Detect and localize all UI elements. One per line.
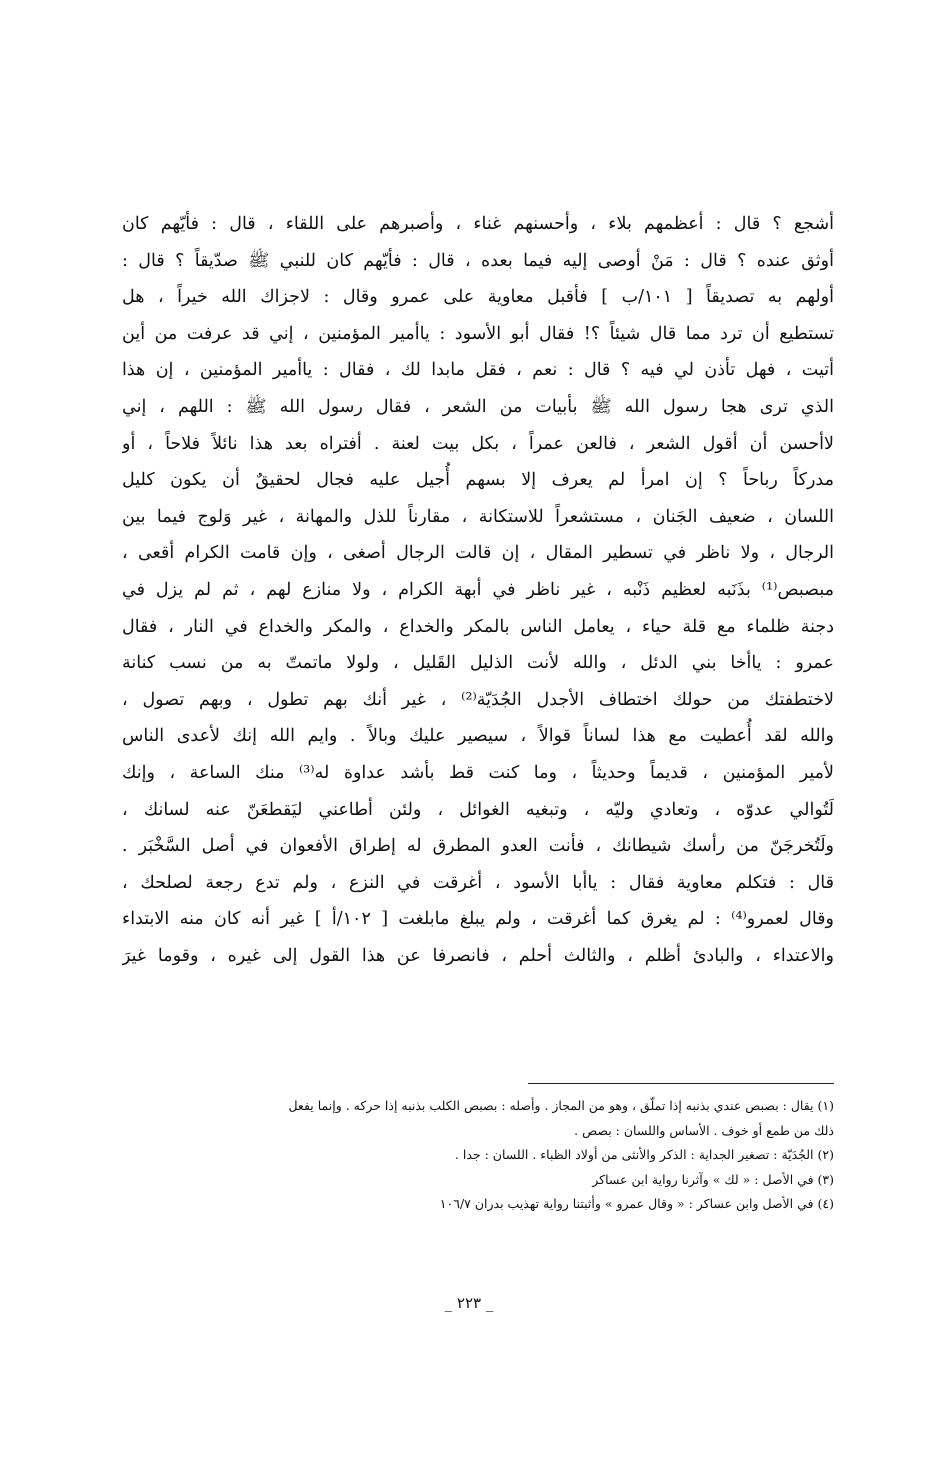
footnote-3: (٣) في الأصل : « لك » وآثرنا رواية ابن عساكر	[592, 1171, 834, 1187]
text-line: مبصبص⁽¹⁾ بذَنَبه لعظيم ذَنْبه ، غير ناظر في أبهة الكرام ، ولا منازع لهم ، ثم لم يزل في	[122, 579, 834, 600]
footnotes-block	[122, 1094, 834, 1217]
text-line: اللسان ، ضعيف الجَنان ، مستشعراً للاستكانة ، مقارناً للذل والمهانة ، غير وَلوج فيما بين	[122, 506, 834, 527]
text-line: عمرو : ياأخا بني الدئل ، والله لأنت الذليل القَليل ، ولولا ماتمتّ به من نسب كنانة	[122, 653, 834, 674]
footnote-continuation: ذلك من طمع أو خوف . الأساس واللسان : بصص .	[574, 1122, 834, 1138]
text-line: الرجال ، ولا ناظر في تسطير المقال ، إن قالت الرجال أصغى ، وإن قامت الكرام أقعى ،	[122, 543, 834, 564]
footnote-text: (١) يقال : بصبص عندي بذنبه إذا تملّق ، وهو من المجاز . وأصله : بصبص الكلب بذنبه إذا حركه . وإنما يفعل	[288, 1098, 834, 1113]
text-line: دجنة ظلماء مع قلة حياء ، يعامل الناس بالمكر والخداع ، والمكر والخداع في النار ، فقال	[122, 616, 834, 637]
text-line: لَتُوالي عدوّه ، وتعادي وليّه ، وتبغيه الغوائل ، ولئن أطاعني ليَقطعَنّ عنه لسانك ،	[122, 799, 834, 820]
text-line: مدركاً رباحاً ؟ إن امرأ لم يعرف إلا بسهم أُجيل عليه فجال لحقيقٌ أن يكون كليل	[122, 470, 834, 491]
text-line: وقال لعمرو⁽⁴⁾ : لم يغرق كما أغرقت ، ولم يبلغ مابلغت [ ١٠٢/أ ] غير أنه كان منه الابتداء	[122, 909, 834, 930]
main-text-block	[122, 206, 834, 974]
footnote-1	[122, 1094, 834, 1143]
text-line: ولَتُخرجَنّ من رأسك شيطانك ، فأنت العدو المطرق له إطراق الأفعوان في أصل السَّخْبَر .	[122, 836, 834, 857]
page-number: _ ٢٢٣ _	[444, 1294, 494, 1312]
text-line: تستطيع أن ترد مما قال شيئاً ؟! فقال أبو الأسود : ياأمير المؤمنين ، إني قد عرفت من أين	[122, 323, 834, 344]
text-line: قال : فتكلم معاوية فقال : ياأبا الأسود ، أغرقت في النزع ، ولم تدع رجعة لصلحك ،	[122, 872, 834, 893]
text-line: والله لقد أُعطيت مع هذا لساناً قوالاً ، سيصير عليك وبالاً . وايم الله إنك لأعدى الناس	[122, 726, 834, 747]
footnote-4: (٤) في الأصل وابن عساكر : « وقال عمرو » وأثبتنا رواية تهذيب بدران ١٠٦/٧	[439, 1196, 834, 1211]
text-line: لاأحسن أن أقول الشعر ، فالعن عمراً ، بكل بيت لعنة . أفتراه بعد هذا نائلاً فلاحاً ، أو	[122, 433, 834, 454]
footnote-divider	[528, 1083, 834, 1084]
footnote-2: (٢) الجُدَيّة : تصغير الجداية : الذكر والأنثى من أولاد الظباء . اللسان : جدا .	[454, 1147, 834, 1162]
text-line: الذي ترى هجا رسول الله ﷺ بأبيات من الشعر ، فقال رسول الله ﷺ : اللهم ، إني	[122, 396, 834, 417]
text-line: أوثق عنده ؟ قال : مَنْ أوصى إليه فيما بعده ، قال : فأيّهم كان للنبي ﷺ صدّيقاً ؟ قال :	[122, 250, 834, 271]
text-line: أتيت ، فهل تأذن لي فيه ؟ قال : نعم ، فقل مابدا لك ، فقال : ياأمير المؤمنين ، إن هذا	[122, 360, 834, 381]
text-line: والاعتداء ، والبادئ أظلم ، والثالث أحلم ، فانصرفا عن هذا القول إلى غيره ، وقوما غيرَ	[122, 945, 834, 966]
text-line: أشجع ؟ قال : أعظمهم بلاء ، وأحسنهم غناء ، وأصبرهم على اللقاء ، قال : فأيّهم كان	[122, 214, 834, 234]
text-line: لأمير المؤمنين ، قديماً وحديثاً ، وما كنت قط بأشد عداوة له⁽³⁾ منك الساعة ، وإنك	[122, 762, 834, 783]
text-line: لاختطفتك من حولك اختطاف الأجدل الجُدَيّة⁽²⁾ ، غير أنك بهم تطول ، وبهم تصول ،	[122, 689, 834, 710]
text-line: أولهم به تصديقاً [ ١٠١/ب ] فأقبل معاوية على عمرو وقال : لاجزاك الله خيراً ، هل	[122, 287, 834, 308]
